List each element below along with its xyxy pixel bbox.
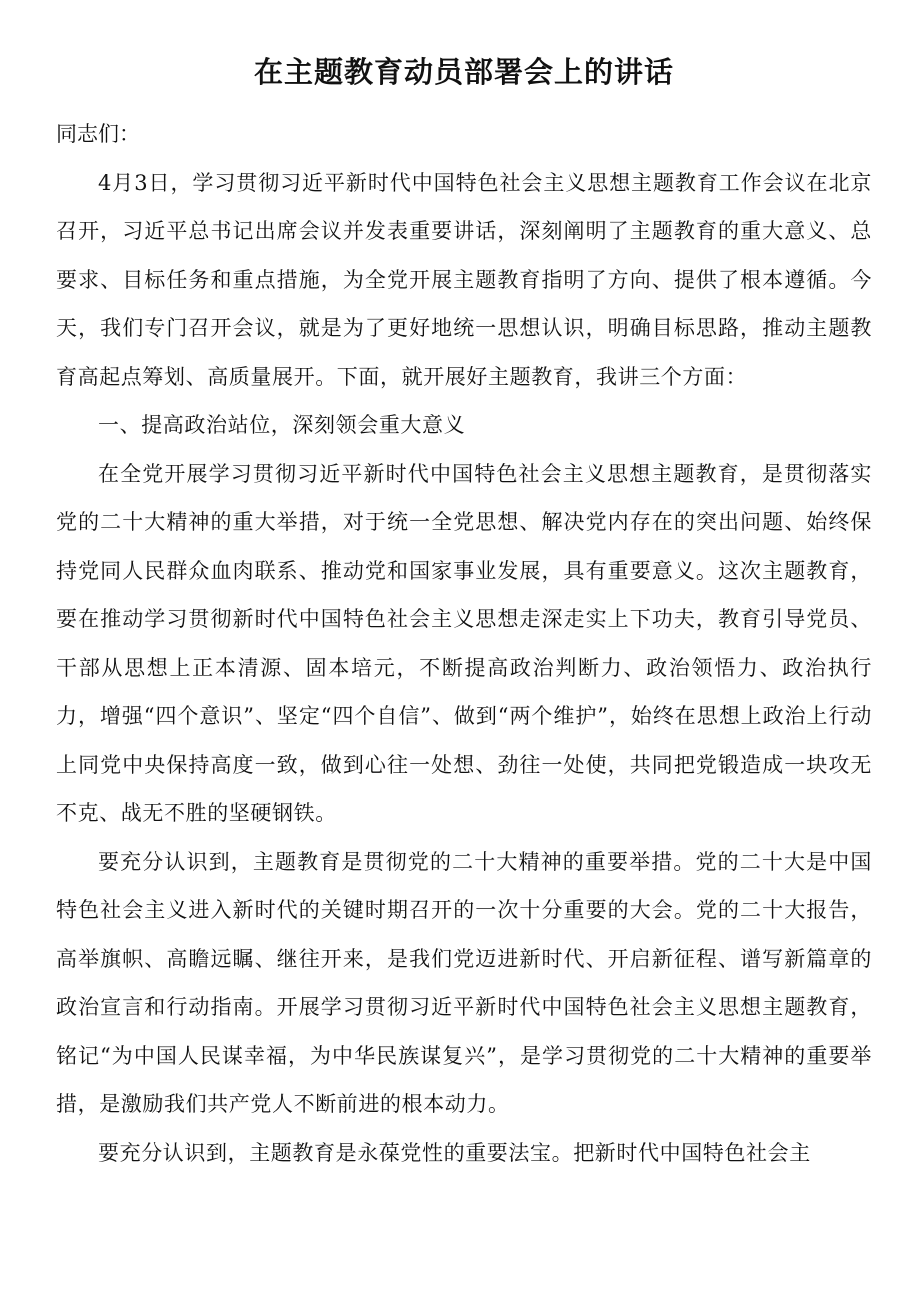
- section-heading-1: 一、提高政治站位，深刻领会重大意义: [98, 413, 466, 437]
- paragraph-intro: 4月3日，学习贯彻习近平新时代中国特色社会主义思想主题教育工作会议在北京召开，习近平总书记出席会议并发表重要讲话，深刻阐明了主题教育的重大意义、总要求、目标任务和重点措施，为全党开展主题教育指明了方向、提供了根本遵循。今天，我们专门召开会议，就是为了更好地统一思想认识，明确目标思路，推动主题教育高起点筹划、高质量展开。下面，就开展好主题教育，我讲三个方面：: [56, 170, 872, 389]
- document-title: 在主题教育动员部署会上的讲话: [253, 55, 674, 89]
- paragraph-twentieth-congress: 要充分认识到，主题教育是贯彻党的二十大精神的重要举措。党的二十大是中国特色社会主义进入新时代的关键时期召开的一次十分重要的大会。党的二十大报告，高举旗帜、高瞻远瞩、继往开来，是我们党迈进新时代、开启新征程、谱写新篇章的政治宣言和行动指南。开展学习贯彻习近平新时代中国特色社会主义思想主题教育，铭记“为中国人民谋幸福，为中华民族谋复兴”，是学习贯彻党的二十大精神的重要举措，是激励我们共产党人不断前进的根本动力。: [56, 849, 872, 1116]
- salutation: 同志们：: [56, 122, 140, 146]
- paragraph-significance: 在全党开展学习贯彻习近平新时代中国特色社会主义思想主题教育，是贯彻落实党的二十大精神的重大举措，对于统一全党思想、解决党内存在的突出问题、始终保持党同人民群众血肉联系、推动党和国家事业发展，具有重要意义。这次主题教育，要在推动学习贯彻新时代中国特色社会主义思想走深走实上下功夫，教育引导党员、干部从思想上正本清源、固本培元，不断提高政治判断力、政治领悟力、政治执行力，增强“四个意识”、坚定“四个自信”、做到“两个维护”，始终在思想上政治上行动上同党中央保持高度一致，做到心往一处想、劲往一处使，共同把党锻造成一块攻无不克、战无不胜的坚硬钢铁。: [56, 461, 872, 825]
- paragraph-party-spirit: 要充分认识到，主题教育是永葆党性的重要法宝。把新时代中国特色社会主: [98, 1140, 811, 1165]
